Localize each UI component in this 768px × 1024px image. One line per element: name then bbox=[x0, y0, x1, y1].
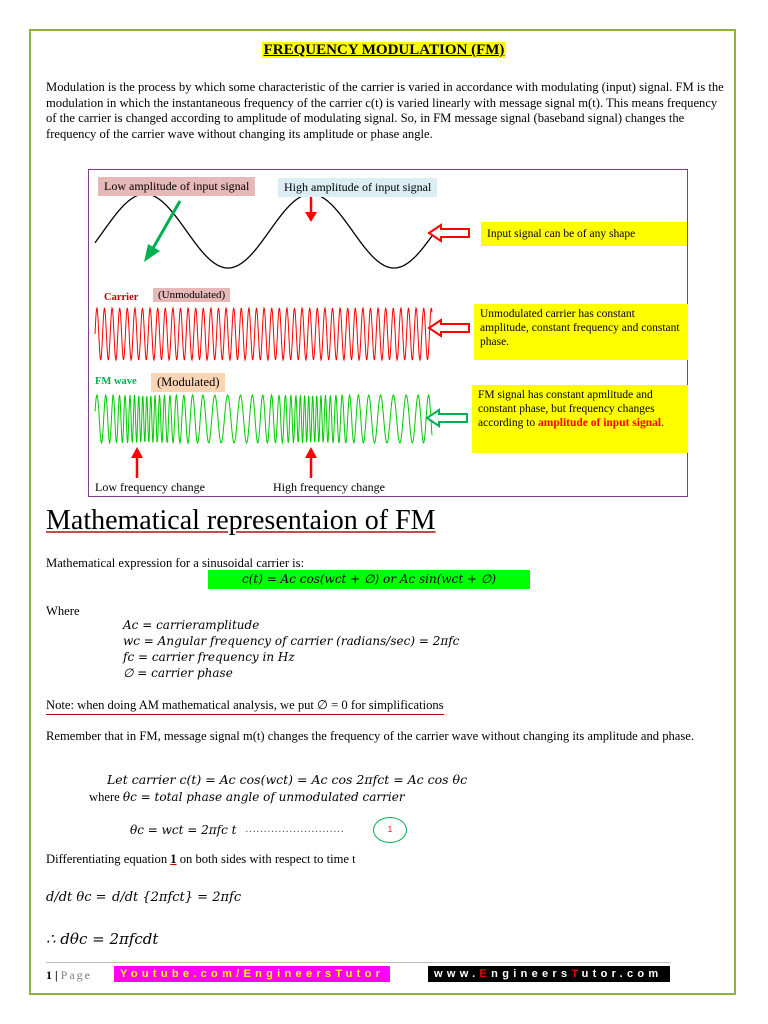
page-separator: | bbox=[55, 968, 58, 982]
carrier-note: Unmodulated carrier has constant amplitude, constant frequency and constant phase. bbox=[474, 304, 688, 360]
page-word: Page bbox=[60, 968, 92, 982]
page-number-value: 1 bbox=[46, 968, 52, 982]
red-arrow-high-head bbox=[305, 212, 317, 222]
high-frequency-label: High frequency change bbox=[273, 480, 385, 494]
derivative-equation-left: d/dt θc = bbox=[46, 890, 107, 905]
low-amplitude-label: Low amplitude of input signal bbox=[98, 177, 255, 196]
document-title: FREQUENCY MODULATION (FM) bbox=[263, 42, 505, 58]
where-theta-prefix: where bbox=[89, 790, 120, 804]
red-arrow-high-freq-head bbox=[305, 447, 317, 458]
fm-signal-note bbox=[472, 385, 688, 453]
differentiating-suffix: on both sides with respect to time t bbox=[176, 852, 356, 866]
website-link[interactable] bbox=[428, 966, 670, 982]
low-frequency-label: Low frequency change bbox=[95, 480, 205, 494]
where-label: Where bbox=[46, 604, 80, 618]
web-suffix: utor.com bbox=[581, 968, 663, 980]
hollow-arrow-carrier bbox=[429, 320, 469, 336]
footer-rule bbox=[46, 962, 671, 963]
theta-dots: ……………………… bbox=[245, 823, 344, 835]
hollow-arrow-input bbox=[429, 225, 469, 241]
definition-frequency: fc = carrier frequency in Hz bbox=[123, 650, 295, 664]
fm-wave bbox=[95, 395, 432, 443]
differentiating-line bbox=[46, 852, 356, 868]
web-prefix: www. bbox=[434, 968, 480, 980]
definition-amplitude: Ac = carrieramplitude bbox=[123, 618, 260, 632]
input-signal-note: Input signal can be of any shape bbox=[481, 222, 687, 246]
unmodulated-label: (Unmodulated) bbox=[153, 288, 230, 302]
youtube-link[interactable]: Youtube.com/EngineersTutor bbox=[114, 966, 390, 982]
fm-note-text: FM signal has constant apmlitude and constant phase, but frequency changes according to bbox=[478, 389, 655, 429]
hollow-arrow-fm bbox=[427, 410, 467, 426]
section-heading: Mathematical representaion of FM bbox=[46, 505, 436, 536]
definition-phase: ∅ = carrier phase bbox=[123, 666, 233, 680]
equation-number-circle: 1 bbox=[373, 817, 407, 843]
high-amplitude-label: High amplitude of input signal bbox=[278, 178, 437, 197]
carrier-equation: c(t) = Ac cos(wct + ∅) or Ac sin(wct + ∅) bbox=[208, 570, 530, 589]
intro-paragraph: Modulation is the process by which some characteristic of the carrier is varied in accordance with modulating (input) signal. FM is the modulation in which the instantaneous frequency of the carrier c(t) is varied linearly with message signal m(t). This means frequency of the carrier is changed according to amplitude of modulating signal. So, in FM message signal (baseband signal) changes the frequency of the carrier wave without changing its amplitude or phase angle. bbox=[46, 80, 724, 141]
fm-wave-label: FM wave bbox=[95, 376, 137, 387]
green-arrow-low-head bbox=[144, 244, 160, 262]
remember-paragraph: Remember that in FM, message signal m(t) changes the frequency of the carrier wave without changing its amplitude and phase. bbox=[46, 729, 695, 743]
where-theta-definition: θc = total phase angle of unmodulated carrier bbox=[122, 790, 405, 804]
fm-note-highlight: amplitude of input signal bbox=[538, 417, 662, 429]
derivative-equation-right: d/dt {2πfct} = 2πfc bbox=[112, 890, 242, 905]
modulated-label: (Modulated) bbox=[151, 373, 225, 392]
carrier-intro: Mathematical expression for a sinusoidal carrier is: bbox=[46, 556, 305, 570]
where-theta-line bbox=[89, 790, 405, 805]
web-accent-t: T bbox=[571, 968, 582, 980]
differentiating-equation-ref: 1 bbox=[170, 852, 177, 866]
web-mid: ngineers bbox=[491, 968, 572, 980]
definition-angular-frequency: wc = Angular frequency of carrier (radians/sec) = 2πfc bbox=[123, 634, 460, 648]
carrier-wave bbox=[95, 308, 432, 360]
green-arrow-low bbox=[152, 201, 180, 250]
web-accent-e: E bbox=[479, 968, 492, 980]
page-number bbox=[46, 968, 92, 983]
carrier-label: Carrier bbox=[104, 292, 139, 303]
final-equation: ∴ dθc = 2πfcdt bbox=[46, 930, 159, 948]
note-line: Note: when doing AM mathematical analysis, we put ∅ = 0 for simplifications bbox=[46, 697, 444, 715]
let-carrier-equation: Let carrier c(t) = Ac cos(wct) = Ac cos 2πfct = Ac cos θc bbox=[107, 772, 468, 787]
red-arrow-low-freq-head bbox=[131, 447, 143, 458]
differentiating-text: Differentiating equation bbox=[46, 852, 171, 866]
fm-note-suffix: . bbox=[661, 417, 664, 429]
theta-equation: θc = wct = 2πfc t bbox=[130, 823, 237, 837]
